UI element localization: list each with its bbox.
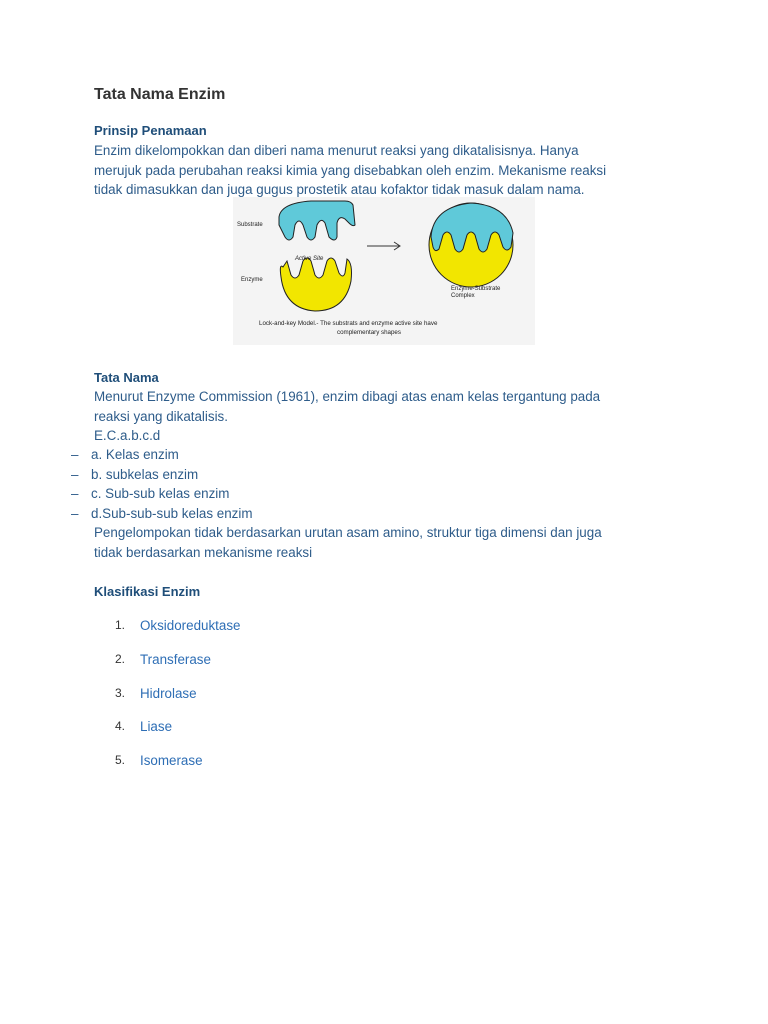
figure-caption: Lock-and-key Model.- The substrats and enzyme active site have (259, 320, 438, 327)
tata-nama-line: Menurut Enzyme Commission (1961), enzim dibagi atas enam kelas tergantung pada (94, 389, 601, 404)
prinsip-line: Enzim dikelompokkan dan diberi nama menurut reaksi yang dikatalisisnya. Hanya (94, 143, 579, 158)
list-number: 5. (115, 753, 126, 768)
complex-label: Complex (451, 293, 475, 299)
list-item-label: b. subkelas enzim (91, 466, 199, 482)
section-heading-klasifikasi: Klasifikasi Enzim (94, 584, 201, 599)
page-title: Tata Nama Enzim (94, 86, 226, 103)
active-site-label: Active Site (295, 256, 324, 262)
substrate-label: Substrate (237, 222, 263, 228)
enzyme-shape (280, 258, 351, 311)
prinsip-line: merujuk pada perubahan reaksi kimia yang disebabkan oleh enzim. Mekanisme reaksi (94, 162, 607, 178)
tata-nama-closing (94, 523, 694, 562)
dash-bullet: – (71, 447, 79, 462)
list-item-label: Hidrolase (140, 685, 197, 701)
list-item-label: Liase (140, 719, 173, 735)
dash-bullet: – (71, 505, 79, 521)
list-item-label: a. Kelas enzim (91, 447, 179, 462)
prinsip-paragraph (94, 141, 694, 200)
list-item-label: Transferase (140, 651, 211, 667)
list-item-label: d.Sub-sub-sub kelas enzim (91, 505, 253, 521)
list-number: 3. (115, 685, 126, 700)
lock-and-key-figure (233, 197, 535, 345)
section-heading-tata-nama: Tata Nama (94, 370, 159, 385)
section-heading-prinsip: Prinsip Penamaan (94, 123, 207, 138)
lock-and-key-diagram (233, 197, 535, 345)
ec-code: E.C.a.b.c.d (94, 428, 161, 443)
list-number: 4. (115, 719, 126, 734)
list-number: 1. (115, 618, 126, 632)
dash-bullet: – (71, 466, 79, 482)
enzyme-label: Enzyme (241, 277, 263, 283)
tata-nama-intro (94, 387, 694, 446)
list-item-label: Isomerase (140, 753, 203, 769)
list-item-label: Oksidoreduktase (140, 618, 241, 633)
prinsip-line: tidak dimasukkan dan juga gugus prostetik atau kofaktor tidak masuk dalam nama. (94, 182, 585, 197)
tata-nama-line: Pengelompokan tidak berdasarkan urutan asam amino, struktur tiga dimensi dan juga (94, 525, 602, 540)
figure-caption: complementary shapes (337, 329, 401, 336)
list-item-label: c. Sub-sub kelas enzim (91, 486, 230, 501)
dash-bullet: – (71, 486, 79, 501)
tata-nama-line: reaksi yang dikatalisis. (94, 408, 228, 424)
list-number: 2. (115, 651, 126, 666)
complex-label: Enzyme-Substrate (451, 286, 501, 292)
substrate-shape (279, 201, 355, 240)
tata-nama-line: tidak berdasarkan mekanisme reaksi (94, 544, 313, 560)
